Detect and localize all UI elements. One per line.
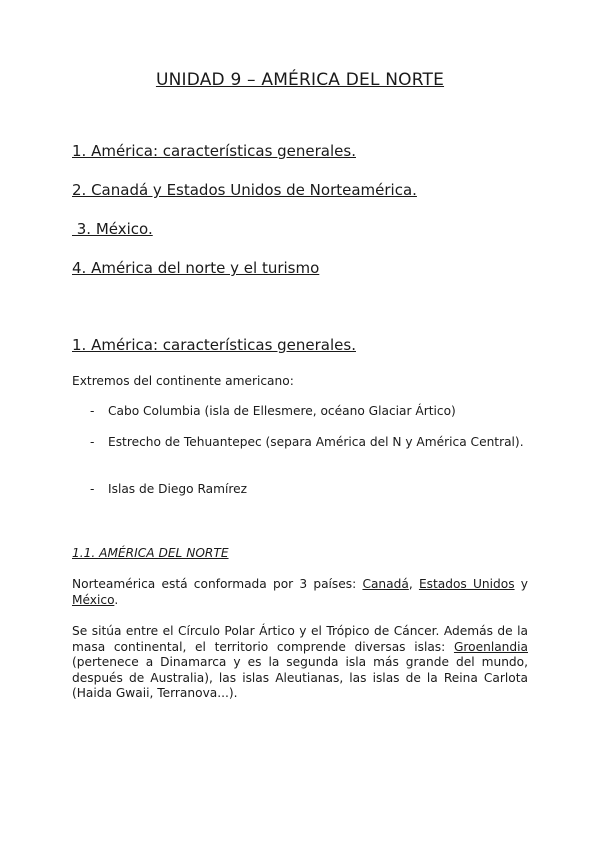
subsection-heading: 1.1. AMÉRICA DEL NORTE bbox=[72, 546, 229, 560]
toc-item-1: 1. América: características generales. bbox=[72, 142, 356, 160]
paragraph-countries bbox=[72, 577, 528, 608]
section-intro: Extremos del continente americano: bbox=[72, 374, 294, 388]
country-mexico: México bbox=[72, 592, 115, 607]
list-bullet: - bbox=[90, 404, 95, 418]
list-item: Cabo Columbia (isla de Ellesmere, océano Glaciar Ártico) bbox=[108, 404, 456, 418]
list-item: Islas de Diego Ramírez bbox=[108, 482, 248, 496]
toc-item-3: 3. México. bbox=[72, 220, 153, 238]
country-canada: Canadá bbox=[362, 577, 409, 591]
text-span: (pertenece a Dinamarca y es la segunda isla más grande del mundo, después de Australia), las islas Aleutianas, las islas de la Reina Carlota (Haida Gwaii, Terranova...). bbox=[72, 655, 528, 700]
paragraph-location bbox=[72, 624, 528, 702]
greenland-link: Groenlandia bbox=[453, 639, 528, 654]
list-item: Estrecho de Tehuantepec (separa América del N y América Central). bbox=[108, 435, 524, 449]
text-span: y bbox=[514, 577, 528, 591]
text-span: , bbox=[408, 577, 419, 591]
country-usa: Estados Unidos bbox=[418, 577, 515, 591]
text-span: Se sitúa entre el Círculo Polar Ártico y el Trópico de Cáncer. Además de la masa continental, el territorio comprende diversas islas: bbox=[72, 624, 528, 654]
toc-item-4: 4. América del norte y el turismo bbox=[72, 259, 320, 277]
toc-item-2: 2. Canadá y Estados Unidos de Norteamérica. bbox=[72, 181, 417, 199]
list-bullet: - bbox=[90, 435, 95, 449]
text-span: . bbox=[114, 592, 119, 607]
list-bullet: - bbox=[90, 482, 95, 496]
section-heading: 1. América: características generales. bbox=[72, 336, 356, 354]
page-title: UNIDAD 9 – AMÉRICA DEL NORTE bbox=[155, 70, 445, 90]
text-span: Norteamérica está conformada por 3 países: bbox=[72, 577, 363, 591]
